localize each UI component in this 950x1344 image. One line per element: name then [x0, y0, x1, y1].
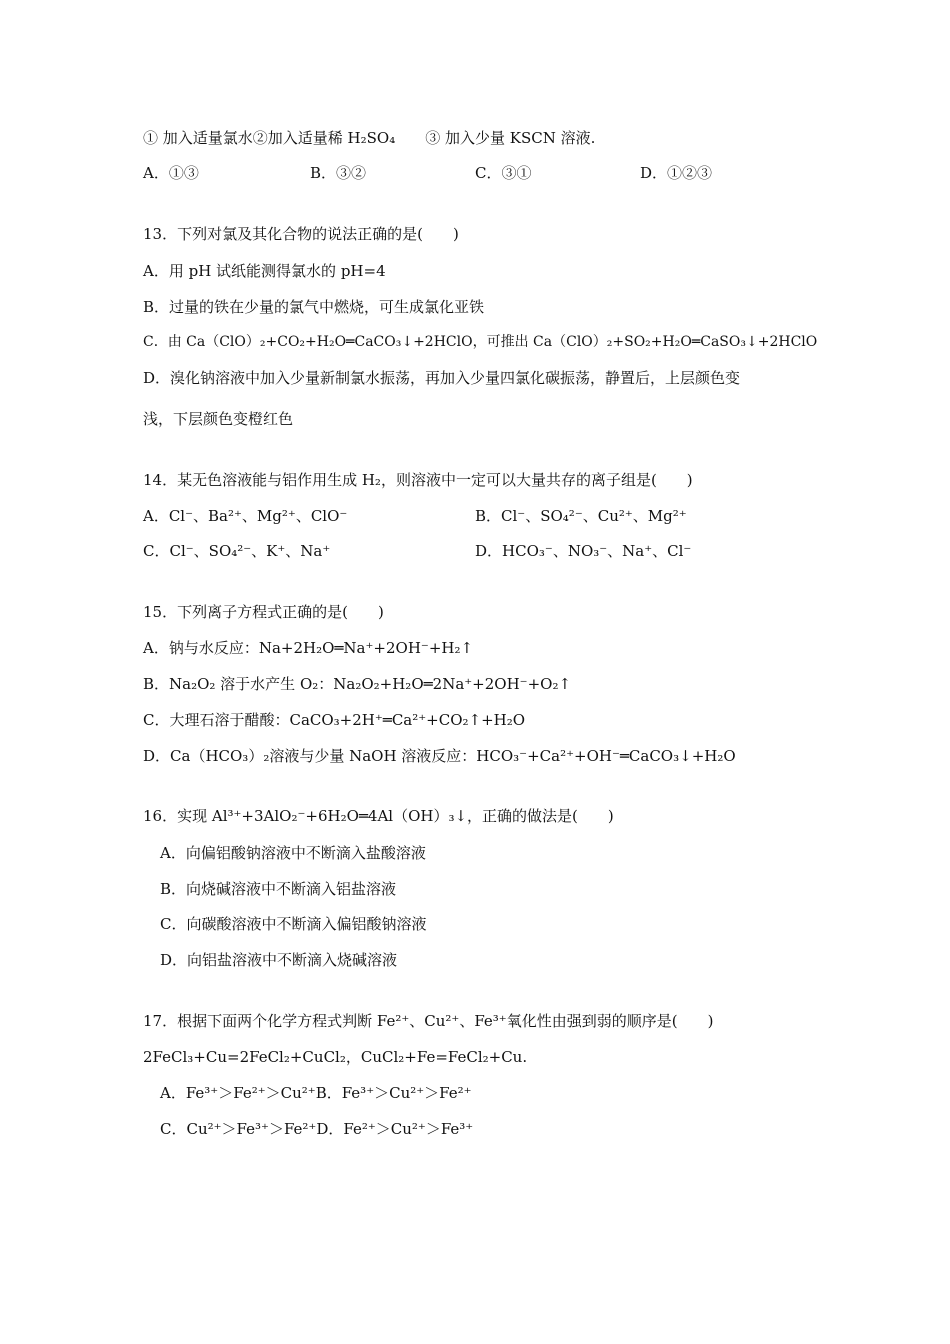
q16-option-a: A．向偏铝酸钠溶液中不断滴入盐酸溶液: [160, 844, 426, 862]
q17-options-cd: C．Cu²⁺＞Fe³⁺＞Fe²⁺D．Fe²⁺＞Cu²⁺＞Fe³⁺: [160, 1120, 474, 1138]
q14-option-c: C．Cl⁻、SO₄²⁻、K⁺、Na⁺: [143, 542, 331, 560]
q14-stem: 14．某无色溶液能与铝作用生成 H₂，则溶液中一定可以大量共存的离子组是( ): [143, 471, 693, 489]
q13-option-a: A．用 pH 试纸能测得氯水的 pH=4: [143, 262, 386, 280]
q13-option-c: C．由 Ca（ClO）₂+CO₂+H₂O═CaCO₃↓+2HClO，可推出 Ca（ClO）₂+SO₂+H₂O═CaSO₃↓+2HClO: [143, 334, 818, 350]
q15-option-b: B．Na₂O₂ 溶于水产生 O₂：Na₂O₂+H₂O═2Na⁺+2OH⁻+O₂↑: [143, 675, 572, 693]
q15-option-a: A．钠与水反应：Na+2H₂O═Na⁺+2OH⁻+H₂↑: [143, 639, 474, 657]
q14-option-a: A．Cl⁻、Ba²⁺、Mg²⁺、ClO⁻: [143, 507, 348, 525]
q15-stem: 15．下列离子方程式正确的是( ): [143, 603, 384, 621]
q16-stem: 16．实现 Al³⁺+3AlO₂⁻+6H₂O═4Al（OH）₃↓，正确的做法是( ): [143, 807, 614, 825]
q13-option-b: B．过量的铁在少量的氯气中燃烧，可生成氯化亚铁: [143, 298, 485, 316]
q16-option-c: C．向碳酸溶液中不断滴入偏铝酸钠溶液: [160, 915, 427, 933]
q17-options-ab: A．Fe³⁺＞Fe²⁺＞Cu²⁺B．Fe³⁺＞Cu²⁺＞Fe²⁺: [160, 1084, 472, 1102]
q13-option-d: D．溴化钠溶液中加入少量新制氯水振荡，再加入少量四氯化碳振荡，静置后，上层颜色变: [143, 369, 741, 387]
q12-conditions: ① 加入适量氯水②加入适量稀 H₂SO₄ ③ 加入少量 KSCN 溶液.: [143, 129, 596, 147]
q16-option-b: B．向烧碱溶液中不断滴入铝盐溶液: [160, 880, 397, 898]
q14-option-b: B．Cl⁻、SO₄²⁻、Cu²⁺、Mg²⁺: [475, 507, 687, 525]
q12-option-c: C．③①: [475, 164, 532, 182]
q12-option-a: A．①③: [143, 164, 199, 182]
q15-option-c: C．大理石溶于醋酸：CaCO₃+2H⁺═Ca²⁺+CO₂↑+H₂O: [143, 711, 526, 729]
q12-option-d: D．①②③: [640, 164, 713, 182]
q17-stem: 17．根据下面两个化学方程式判断 Fe²⁺、Cu²⁺、Fe³⁺氧化性由强到弱的顺序是( ): [143, 1012, 714, 1030]
q13-stem: 13．下列对氯及其化合物的说法正确的是( ): [143, 225, 459, 243]
q14-option-d: D．HCO₃⁻、NO₃⁻、Na⁺、Cl⁻: [475, 542, 692, 560]
q15-option-d: D．Ca（HCO₃）₂溶液与少量 NaOH 溶液反应：HCO₃⁻+Ca²⁺+OH⁻═CaCO₃↓+H₂O: [143, 747, 736, 765]
q17-equations: 2FeCl₃+Cu=2FeCl₂+CuCl₂，CuCl₂+Fe=FeCl₂+Cu.: [143, 1048, 528, 1066]
q13-option-d-cont: 浅，下层颜色变橙红色: [143, 410, 294, 428]
q12-option-b: B．③②: [310, 164, 367, 182]
q16-option-d: D．向铝盐溶液中不断滴入烧碱溶液: [160, 951, 398, 969]
